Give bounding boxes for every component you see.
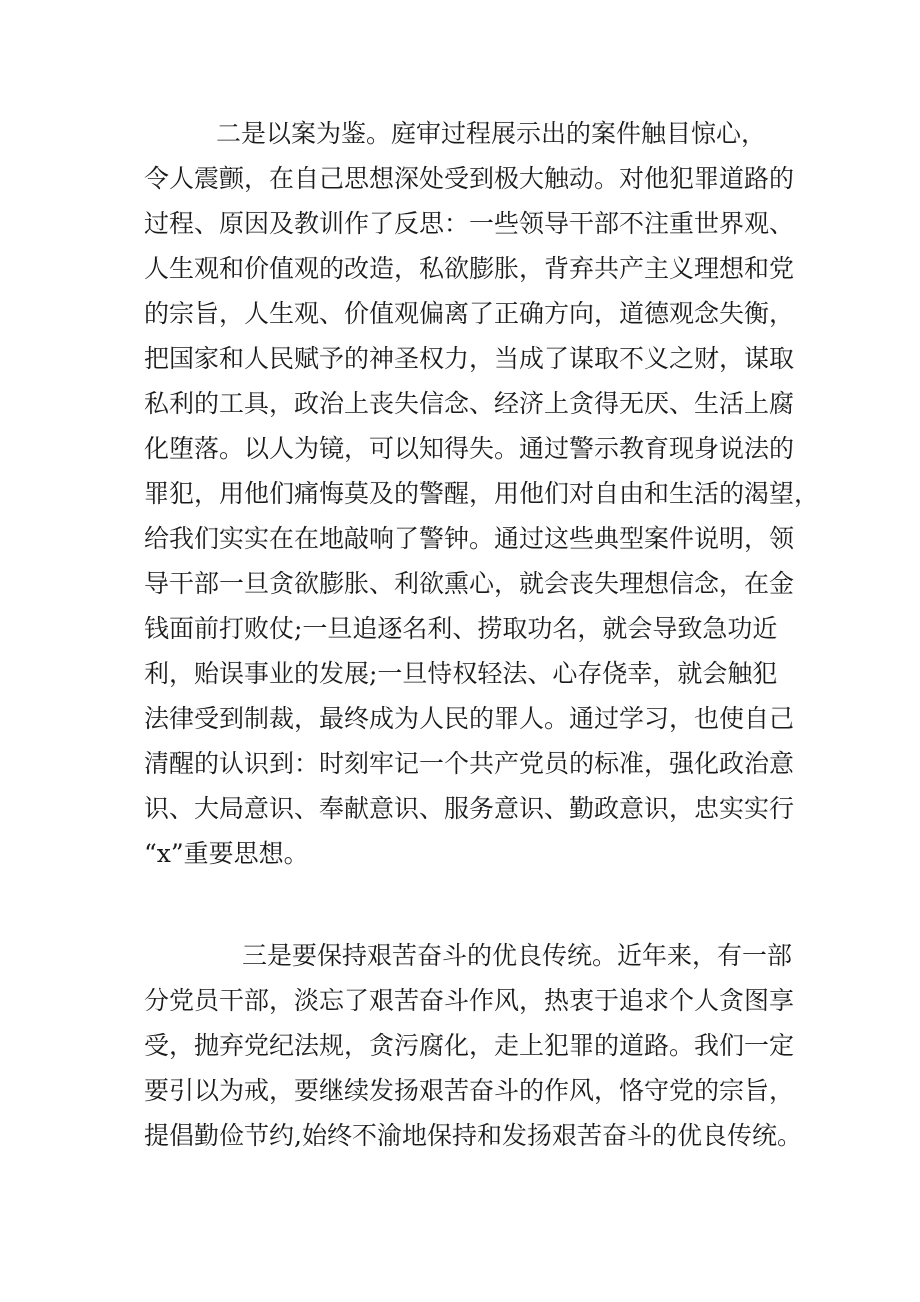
paragraph-line: 令人震颤，在自己思想深处受到极大触动。对他犯罪道路的 xyxy=(144,164,795,193)
paragraph-case-lessons xyxy=(144,111,820,876)
paragraph-line: 三是要保持艰苦奋斗的优良传统。近年来，有一部 xyxy=(242,941,793,970)
paragraph-line: 识、大局意识、奉献意识、服务意识、勤政意识，忠实实行 xyxy=(144,794,795,823)
paragraph-line: 提倡勤俭节约,始终不渝地保持和发扬艰苦奋斗的优良传统。 xyxy=(144,1121,802,1150)
paragraph-line: 分党员干部，淡忘了艰苦奋斗作风，热衷于追求个人贪图享 xyxy=(144,986,795,1015)
paragraph-line: 清醒的认识到：时刻牢记一个共产党员的标准，强化政治意 xyxy=(144,749,795,778)
paragraph-line: 的宗旨，人生观、价值观偏离了正确方向，道德观念失衡， xyxy=(144,299,795,328)
paragraph-line: 导干部一旦贪欲膨胀、利欲熏心，就会丧失理想信念，在金 xyxy=(144,569,795,598)
paragraph-line: 私利的工具，政治上丧失信念、经济上贪得无厌、生活上腐 xyxy=(144,389,795,418)
paragraph-line: 要引以为戒，要继续发扬艰苦奋斗的作风，恪守党的宗旨， xyxy=(144,1076,795,1105)
paragraph-line: 给我们实实在在地敲响了警钟。通过这些典型案件说明，领 xyxy=(144,524,795,553)
paragraph-line: 人生观和价值观的改造，私欲膨胀，背弃共产主义理想和党 xyxy=(144,254,795,283)
paragraph-line: 受，抛弃党纪法规，贪污腐化，走上犯罪的道路。我们一定 xyxy=(144,1031,795,1060)
paragraph-hard-work xyxy=(144,933,802,1158)
paragraph-line: 法律受到制裁，最终成为人民的罪人。通过学习，也使自己 xyxy=(144,704,795,733)
paragraph-line: 罪犯，用他们痛悔莫及的警醒，用他们对自由和生活的渴望， xyxy=(144,479,820,508)
paragraph-line: 二是以案为鉴。庭审过程展示出的案件触目惊心， xyxy=(216,119,767,148)
paragraph-line: 钱面前打败仗;一旦追逐名利、捞取功名，就会导致急功近 xyxy=(144,614,778,643)
paragraph-line: “x”重要思想。 xyxy=(144,839,309,868)
paragraph-line: 利，贻误事业的发展;一旦恃权轻法、心存侥幸，就会触犯 xyxy=(144,659,778,688)
paragraph-line: 化堕落。以人为镜，可以知得失。通过警示教育现身说法的 xyxy=(144,434,795,463)
paragraph-line: 过程、原因及教训作了反思：一些领导干部不注重世界观、 xyxy=(144,209,795,238)
paragraph-line: 把国家和人民赋予的神圣权力，当成了谋取不义之财，谋取 xyxy=(144,344,795,373)
